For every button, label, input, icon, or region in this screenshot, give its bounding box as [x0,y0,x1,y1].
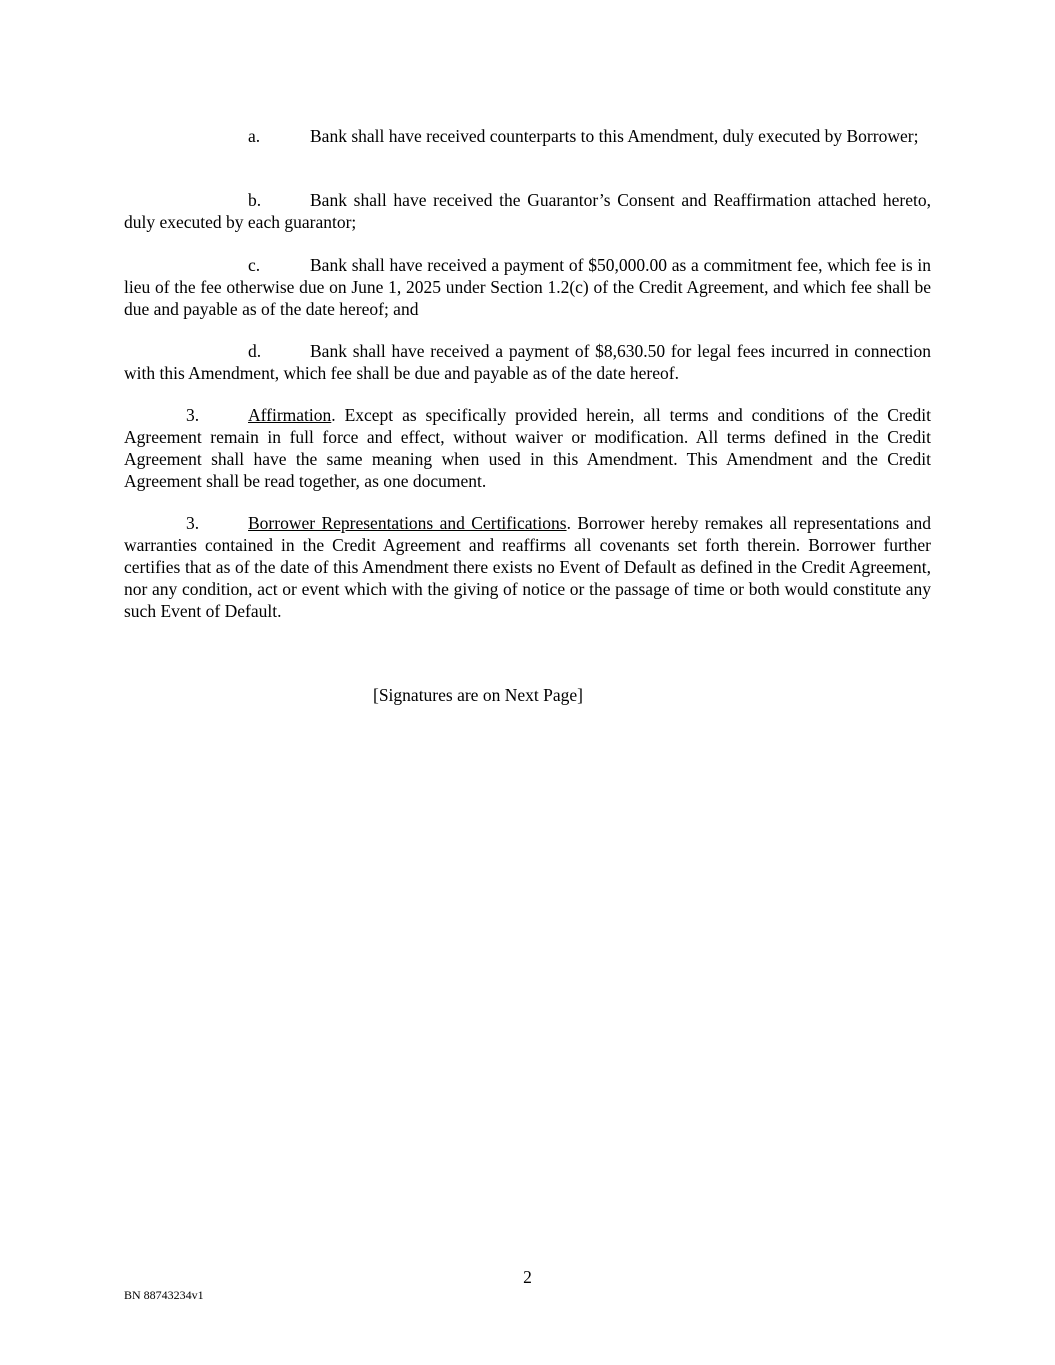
section-affirmation [124,404,931,492]
signatures-note: [Signatures are on Next Page] [373,685,583,705]
condition-d [124,340,931,384]
condition-c-text: Bank shall have received a payment of $50,000.00 as a commitment fee, which fee is in lieu of the fee otherwise due on June 1, 2025 under Section 1.2(c) of the Credit Agreement, and which fee shall be due and payable as of the date hereof; and [124,255,931,319]
condition-b [124,189,931,233]
document-id: BN 88743234v1 [124,1288,204,1302]
section-affirmation-number: 3. [186,405,200,425]
section-representations-heading: Borrower Representations and Certifications [248,513,567,533]
condition-c-marker: c. [248,255,261,275]
condition-b-text: Bank shall have received the Guarantor’s Consent and Reaffirmation attached hereto, duly executed by each guarantor; [124,190,931,232]
section-affirmation-heading: Affirmation [248,405,332,425]
condition-a [124,125,931,147]
condition-d-marker: d. [248,341,262,361]
section-representations [124,512,931,622]
condition-a-marker: a. [248,126,261,146]
section-representations-text: . Borrower hereby remakes all representations and warranties contained in the Credit Agreement and reaffirms all covenants set forth therein. Borrower further certifies that as of the date of this Amendment there exists no Event of Default as defined in the Credit Agreement, nor any condition, act or event which with the giving of notice or the passage of time or both would constitute any such Event of Default. [124,513,931,621]
page-number: 2 [523,1267,532,1287]
section-representations-number: 3. [186,513,200,533]
condition-b-marker: b. [248,190,262,210]
condition-a-text: Bank shall have received counterparts to this Amendment, duly executed by Borrower; [310,126,919,146]
section-affirmation-text: . Except as specifically provided herein, all terms and conditions of the Credit Agreement remain in full force and effect, without waiver or modification. All terms defined in the Credit Agreement shall have the same meaning when used in this Amendment. This Amendment and the Credit Agreement shall be read together, as one document. [124,405,931,491]
condition-c [124,254,931,320]
condition-d-text: Bank shall have received a payment of $8,630.50 for legal fees incurred in connection with this Amendment, which fee shall be due and payable as of the date hereof. [124,341,931,383]
